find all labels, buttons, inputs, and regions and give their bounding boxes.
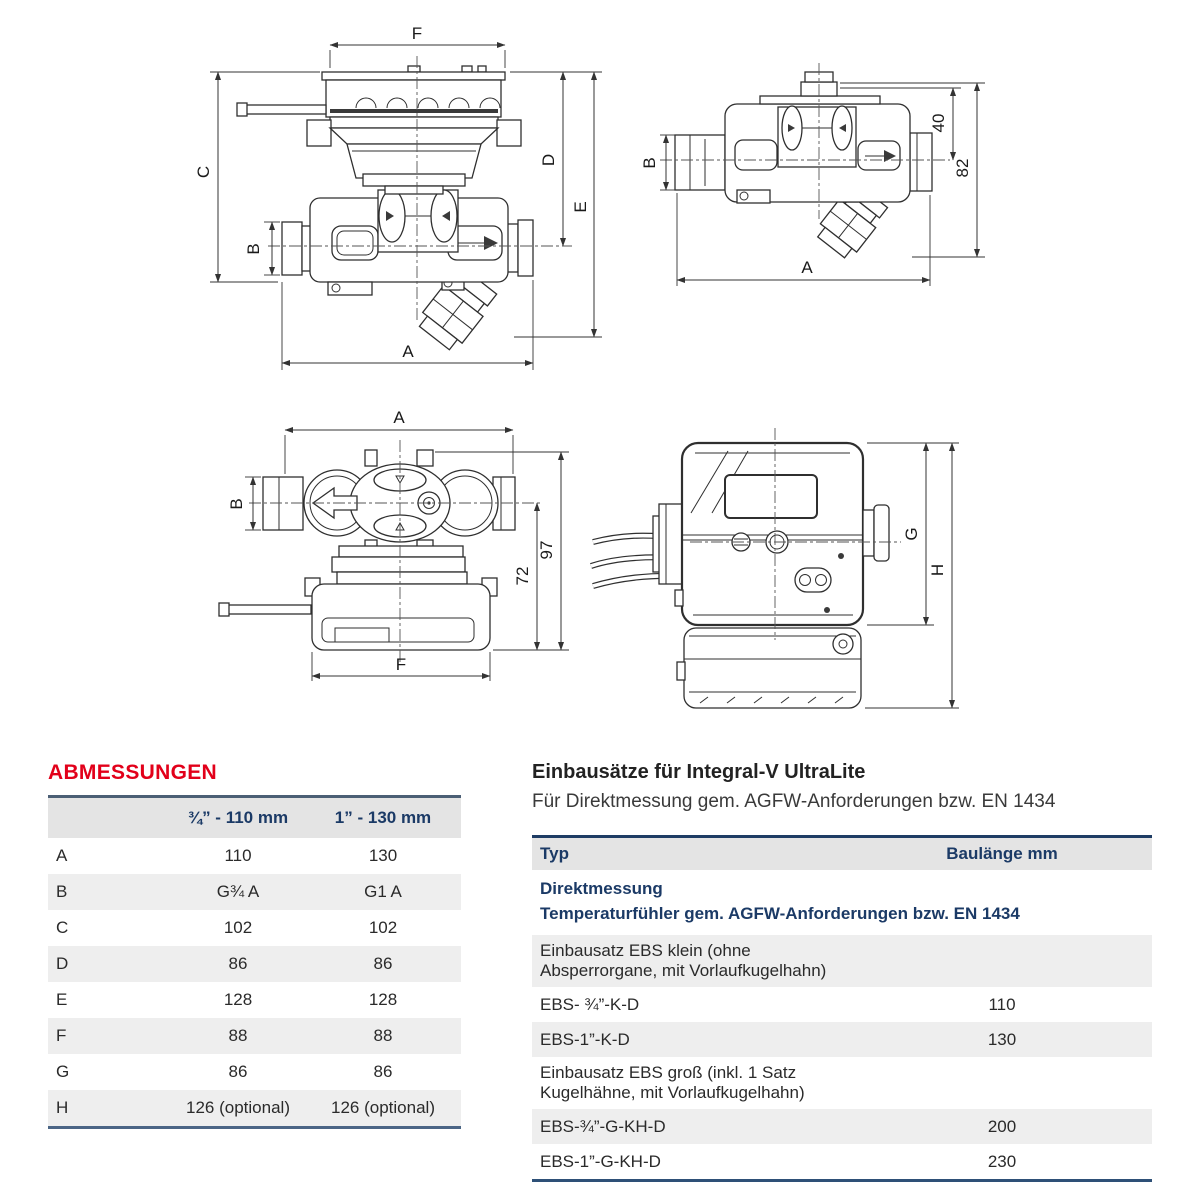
side-view-drawing bbox=[180, 20, 620, 380]
dim-letter: B bbox=[56, 882, 68, 901]
table-row bbox=[48, 982, 461, 1018]
housing bbox=[675, 443, 889, 625]
svg-text:A: A bbox=[393, 408, 405, 427]
table-row bbox=[48, 946, 461, 982]
svg-text:B: B bbox=[640, 157, 659, 169]
mounting-sets-subtitle: Für Direktmessung gem. AGFW-Anforderungen bzw. EN 1434 bbox=[532, 791, 1056, 812]
dim-value: 86 bbox=[373, 1062, 393, 1081]
dimension-F bbox=[312, 652, 490, 681]
lcd-display bbox=[725, 475, 817, 518]
mounting-sets-section bbox=[532, 761, 1152, 1182]
dim-value: 128 bbox=[368, 990, 398, 1009]
table-row bbox=[532, 1109, 1152, 1144]
set-length: 230 bbox=[987, 1151, 1017, 1171]
table-row bbox=[48, 838, 461, 874]
optical-interface bbox=[795, 568, 831, 592]
dim-value: 86 bbox=[228, 954, 248, 973]
svg-text:H: H bbox=[928, 563, 947, 577]
set-label: EBS-1”-K-D bbox=[540, 1029, 630, 1049]
set-length: 130 bbox=[987, 1029, 1017, 1049]
svg-text:A: A bbox=[801, 258, 813, 277]
dim-letter: G bbox=[56, 1062, 70, 1081]
valve-assembly bbox=[778, 106, 856, 167]
valve-assembly bbox=[378, 190, 458, 252]
set-length: 110 bbox=[988, 994, 1016, 1014]
table-row bbox=[48, 1018, 461, 1054]
dimension-B bbox=[227, 477, 261, 530]
dim-value: G¾ A bbox=[216, 882, 260, 901]
mounting-screw bbox=[833, 634, 853, 654]
front-view-drawing bbox=[620, 55, 1000, 305]
table-group-header bbox=[532, 870, 1152, 935]
dim-value: G1 A bbox=[364, 882, 402, 901]
dimension-H bbox=[865, 443, 959, 708]
table-row bbox=[532, 1144, 1152, 1179]
dimension-B bbox=[640, 135, 676, 190]
svg-text:B: B bbox=[244, 243, 263, 255]
mounting-sets-title: Einbausätze für Integral-V UltraLite bbox=[532, 761, 866, 783]
set-label: EBS-¾”-G-KH-D bbox=[540, 1116, 666, 1136]
dimension-E bbox=[514, 72, 602, 337]
dim-letter: A bbox=[56, 846, 68, 865]
dimensions-title: ABMESSUNGEN bbox=[48, 761, 217, 784]
set-label: EBS- ¾”-K-D bbox=[540, 994, 640, 1014]
dimension-F bbox=[330, 24, 505, 68]
register-unit-top bbox=[219, 546, 497, 650]
temperature-probe bbox=[242, 105, 326, 114]
dim-value: 126 (optional) bbox=[186, 1098, 290, 1117]
header-baulaenge: Baulänge mm bbox=[946, 844, 1058, 863]
svg-text:B: B bbox=[227, 498, 246, 510]
dimensions-section bbox=[48, 761, 461, 1129]
table-row bbox=[48, 910, 461, 946]
svg-text:40: 40 bbox=[929, 113, 948, 133]
dim-letter: C bbox=[56, 918, 69, 937]
set-label: EBS-1”-G-KH-D bbox=[540, 1151, 661, 1171]
table-row bbox=[532, 935, 1152, 987]
svg-text:A: A bbox=[402, 342, 414, 361]
dim-value: 126 (optional) bbox=[331, 1098, 435, 1117]
dim-value: 102 bbox=[368, 918, 398, 937]
dim-value: 110 bbox=[224, 846, 252, 865]
svg-text:97: 97 bbox=[537, 540, 556, 560]
dimensions-table-header bbox=[48, 798, 461, 838]
computing-unit-drawing bbox=[585, 420, 965, 715]
dim-letter: F bbox=[56, 1026, 67, 1045]
top-view-drawing bbox=[205, 400, 585, 700]
svg-text:82: 82 bbox=[953, 158, 972, 178]
group-header-line: Temperaturfühler gem. AGFW-Anforderungen bzw. EN 1434 bbox=[540, 903, 1020, 923]
header-col-3-4-inch: ¾” - 110 mm bbox=[187, 808, 289, 827]
header-col-1-inch: 1” - 130 mm bbox=[334, 808, 432, 827]
svg-text:F: F bbox=[395, 655, 407, 674]
temperature-probe bbox=[223, 605, 311, 614]
wall-bracket-base bbox=[677, 628, 861, 708]
mounting-sets-table-body bbox=[532, 870, 1152, 1179]
svg-text:F: F bbox=[411, 24, 423, 43]
set-length: 200 bbox=[987, 1116, 1017, 1136]
dim-value: 102 bbox=[223, 918, 253, 937]
dim-value: 130 bbox=[368, 846, 398, 865]
cable-bracket bbox=[659, 504, 682, 584]
table-row bbox=[48, 1054, 461, 1090]
dim-value: 128 bbox=[223, 990, 253, 1009]
dim-letter: H bbox=[56, 1098, 69, 1117]
dimension-B bbox=[244, 222, 280, 275]
table-row bbox=[532, 1057, 1152, 1109]
set-label: Einbausatz EBS klein (ohne Absperrorgane, mit Vorlaufkugelhahn) bbox=[540, 941, 827, 981]
dim-letter: E bbox=[56, 990, 68, 1009]
table-row bbox=[48, 874, 461, 910]
table-row bbox=[532, 987, 1152, 1022]
register-unit bbox=[237, 66, 521, 194]
dim-value: 86 bbox=[228, 1062, 248, 1081]
dim-value: 88 bbox=[373, 1026, 393, 1045]
mounting-sets-table-header bbox=[532, 838, 1152, 870]
svg-text:72: 72 bbox=[513, 566, 532, 586]
dim-letter: D bbox=[56, 954, 69, 973]
dimension-A bbox=[677, 193, 930, 286]
side-knob bbox=[874, 505, 889, 561]
dim-value: 86 bbox=[373, 954, 393, 973]
svg-text:D: D bbox=[539, 153, 558, 167]
set-label: Einbausatz EBS groß (inkl. 1 Satz Kugelhähne, mit Vorlaufkugelhahn) bbox=[540, 1063, 805, 1103]
mounting-sets-table bbox=[532, 835, 1152, 1182]
table-row bbox=[532, 1022, 1152, 1057]
header-typ: Typ bbox=[540, 844, 569, 863]
dimensions-table-body bbox=[48, 838, 461, 1126]
table-row bbox=[48, 1090, 461, 1126]
svg-text:G: G bbox=[902, 527, 921, 541]
svg-text:C: C bbox=[194, 165, 213, 179]
group-header-line: Direktmessung bbox=[540, 879, 663, 898]
dimensions-table bbox=[48, 795, 461, 1129]
dim-value: 88 bbox=[228, 1026, 248, 1045]
svg-text:E: E bbox=[571, 201, 590, 213]
dimension-72 bbox=[513, 503, 537, 650]
